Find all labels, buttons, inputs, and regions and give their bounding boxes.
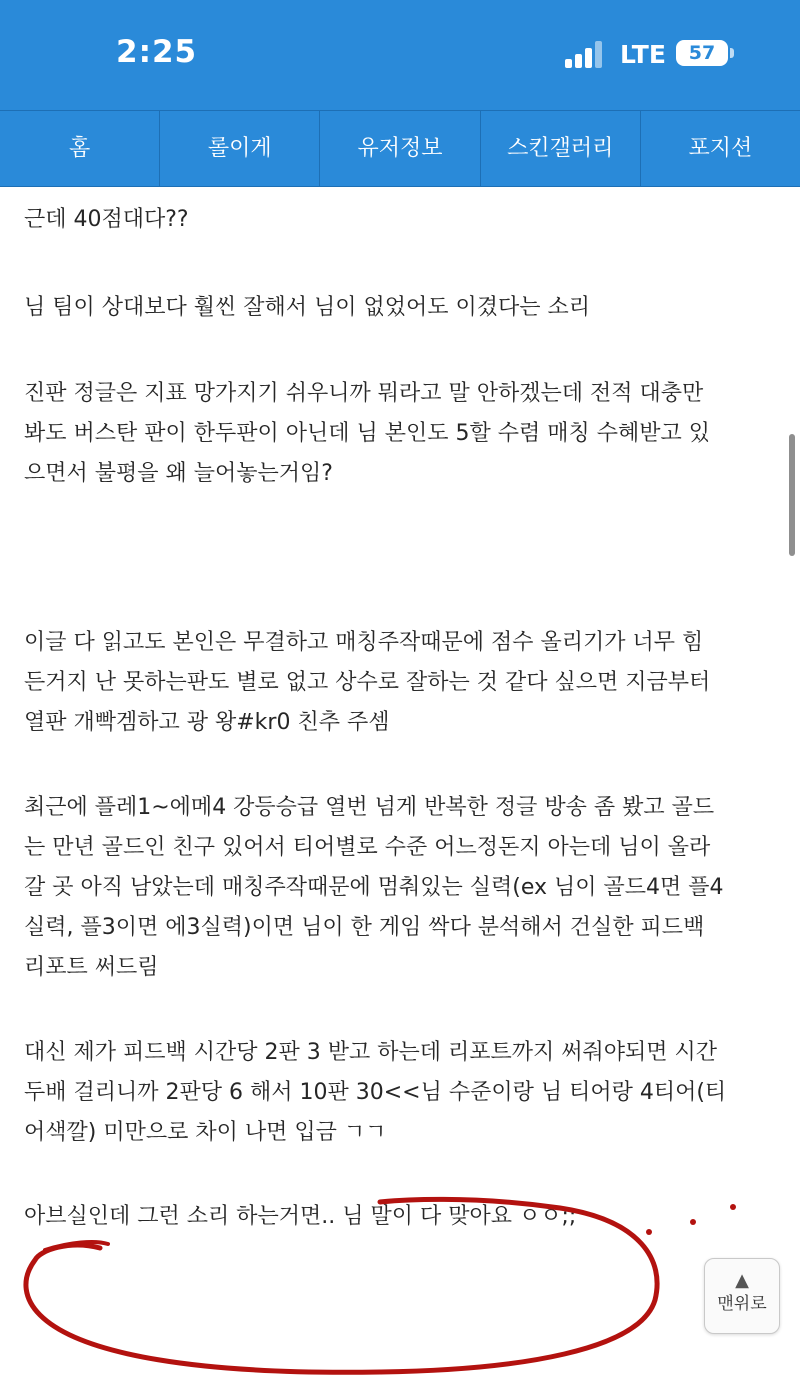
- nav-item-lol-board[interactable]: 롤이게: [160, 111, 320, 186]
- nav-item-skin-gallery[interactable]: 스킨갤러리: [481, 111, 641, 186]
- signal-icon: [565, 40, 607, 68]
- post-paragraph: 아브실인데 그런 소리 하는거면.. 님 말이 다 맞아요 ㅇㅇ;;: [24, 1204, 577, 1229]
- scroll-to-top-label: 맨위로: [717, 1294, 767, 1314]
- arrow-up-icon: ▲: [735, 1270, 749, 1291]
- post-paragraph: 님 팀이 상대보다 훨씬 잘해서 님이 없었어도 이겼다는 소리: [24, 295, 590, 320]
- nav-item-home[interactable]: 홈: [0, 111, 160, 186]
- status-bar: [0, 0, 800, 110]
- status-time: 2:25: [116, 34, 198, 70]
- nav-item-position[interactable]: 포지션: [688, 136, 753, 161]
- battery-icon: 57: [676, 40, 728, 66]
- post-body: [24, 190, 776, 1237]
- post-paragraph: 근데 40점대다??: [24, 207, 189, 232]
- battery-tip: [730, 48, 734, 58]
- post-paragraph: 진판 정글은 지표 망가지기 쉬우니까 뭐라고 말 안하겠는데 전적 대충만 봐도 버스탄 판이 한두판이 아닌데 님 본인도 5할 수렴 매칭 수혜받고 있 으면서 불평을 왜 늘어놓는거임?: [24, 381, 710, 486]
- post-paragraph: 이글 다 읽고도 본인은 무결하고 매칭주작때문에 점수 올리기가 너무 힘 든거지 난 못하는판도 별로 없고 상수로 잘하는 것 같다 싶으면 지금부터 열판 개빡겜하고 광 왕#kr0 친추 주셈: [24, 630, 711, 735]
- post-paragraph: 대신 제가 피드백 시간당 2판 3 받고 하는데 리포트까지 써줘야되면 시간 두배 걸리니까 2판당 6 해서 10판 30<<님 수준이랑 님 티어랑 4티어(티 어색깔) 미만으로 차이 나면 입금 ㄱㄱ: [24, 1040, 727, 1145]
- post-paragraph: 최근에 플레1~에메4 강등승급 열번 넘게 반복한 정글 방송 좀 봤고 골드 는 만년 골드인 친구 있어서 티어별로 수준 어느정돈지 아는데 님이 올라 갈 곳 아직 남았는데 매칭주작때문에 멈춰있는 실력(ex 님이 골드4면 플4 실력, 플3이면 에3실력)이면 님이 한 게임 싹다 분석해서 건실한 피드백 리포트 써드림: [24, 795, 724, 980]
- scrollbar[interactable]: [789, 434, 795, 556]
- scroll-to-top-button[interactable]: [704, 1258, 780, 1334]
- top-nav: [0, 110, 800, 187]
- network-type: LTE: [620, 40, 666, 69]
- nav-item-user-info[interactable]: 유저정보: [320, 111, 480, 186]
